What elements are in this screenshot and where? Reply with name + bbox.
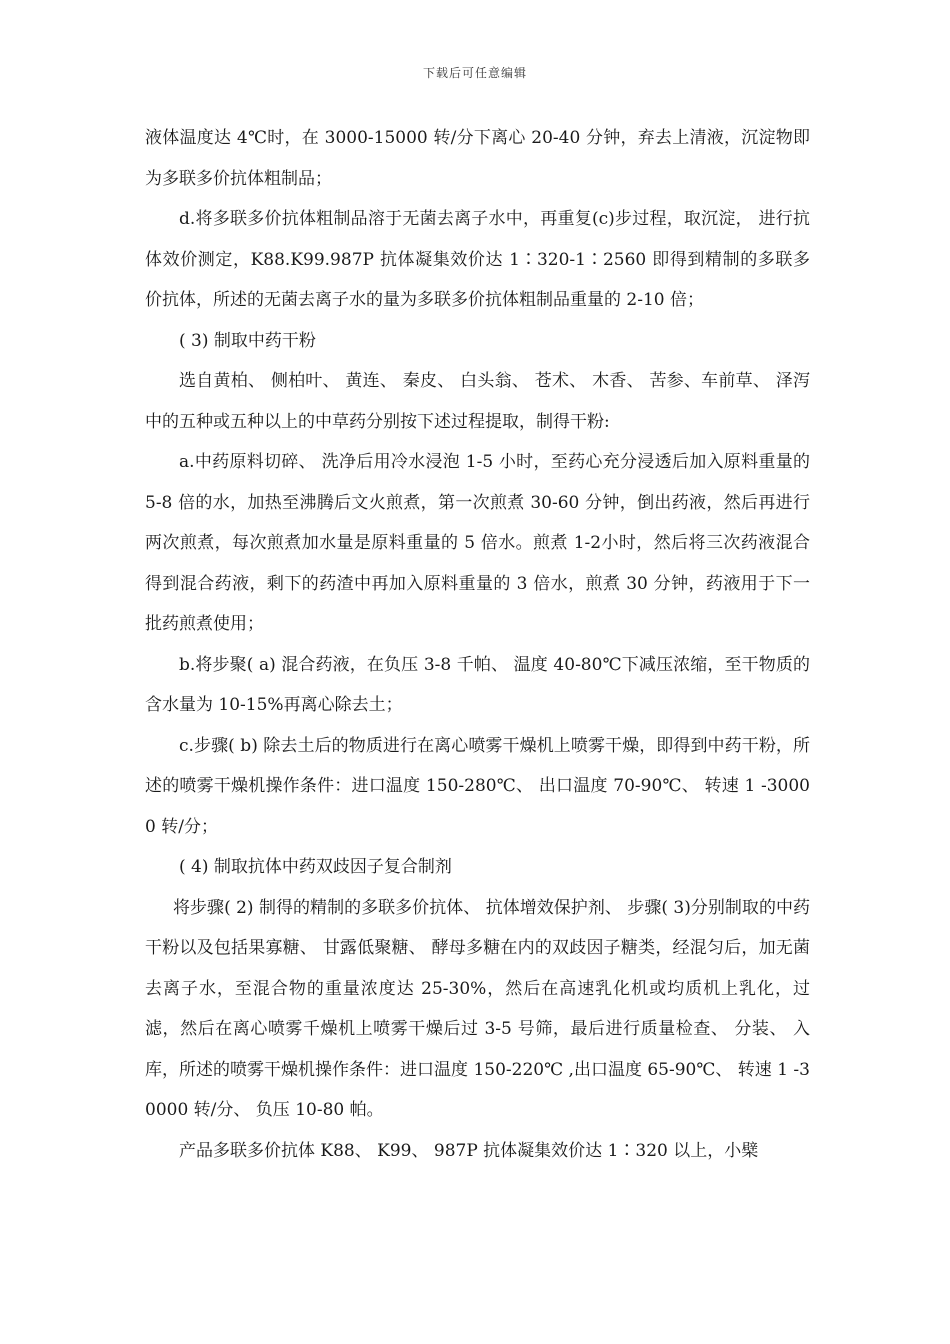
paragraph-1: 液体温度达 4℃时，在 3000-15000 转/分下离心 20-40 分钟，弃去上清液，沉淀物即为多联多价抗体粗制品；	[145, 128, 810, 189]
page-header: 下载后可任意编辑	[422, 66, 527, 80]
paragraph-4: 选自黄柏、 侧柏叶、 黄连、 秦皮、 白头翁、 苍术、 木香、 苦参、车前草、 泽泻中的五种或五种以上的中草药分别按下述过程提取，制得干粉:	[145, 371, 810, 432]
paragraph-9: 将步骤( 2) 制得的精制的多联多价抗体、 抗体增效保护剂、 步骤( 3)分别制取的中药干粉以及包括果寡糖、 甘露低聚糖、 酵母多糖在内的双歧因子糖类，经混匀后，加无菌去离子水，至混合物的重量浓度达 25-30%，然后在高速乳化机或均质机上乳化，过滤，然后在离心喷雾千燥机上喷雾干燥后过 3-5 号筛，最后进行质量检查、 分装、 入库，所述的喷雾干燥机操作条件：进口温度 150-220℃ ,出口温度 65-90℃、 转速 1 -30000 转/分、 负压 10-80 帕。	[145, 897, 810, 1120]
paragraph-3-heading: ( 3) 制取中药干粉	[179, 330, 316, 351]
paragraph-7: c.步骤( b) 除去土后的物质进行在离心喷雾干燥机上喷雾干燥，即得到中药干粉，所述的喷雾干燥机操作条件：进口温度 150-280℃、 出口温度 70-90℃、 转速 1 -30000 转/分；	[145, 735, 810, 837]
document-body	[145, 118, 810, 1171]
paragraph-10: 产品多联多价抗体 K88、 K99、 987P 抗体凝集效价达 1∶320 以上，小檗	[179, 1140, 759, 1161]
paragraph-2: d.将多联多价抗体粗制品溶于无菌去离子水中，再重复(c)步过程，取沉淀， 进行抗体效价测定，K88.K99.987P 抗体凝集效价达 1∶320-1∶2560 即得到精制的多联多价抗体，所述的无菌去离子水的量为多联多价抗体粗制品重量的 2-10 倍；	[145, 209, 810, 310]
paragraph-8-heading: ( 4) 制取抗体中药双歧因子复合制剂	[179, 857, 452, 877]
paragraph-6: b.将步聚( a) 混合药液，在负压 3-8 千帕、 温度 40-80℃下减压浓缩，至干物质的含水量为 10-15%再离心除去土；	[145, 654, 810, 715]
paragraph-5: a.中药原料切碎、 洗净后用冷水浸泡 1-5 小时，至药心充分浸透后加入原料重量的 5-8 倍的水，加热至沸腾后文火煎煮，第一次煎煮 30-60 分钟，倒出药液，然后再进行两次煎煮，每次煎煮加水量是原料重量的 5 倍水。煎煮 1-2小时，然后将三次药液混合得到混合药液，剩下的药渣中再加入原料重量的 3 倍水，煎煮 30 分钟，药液用于下一批药煎煮使用；	[145, 452, 810, 634]
